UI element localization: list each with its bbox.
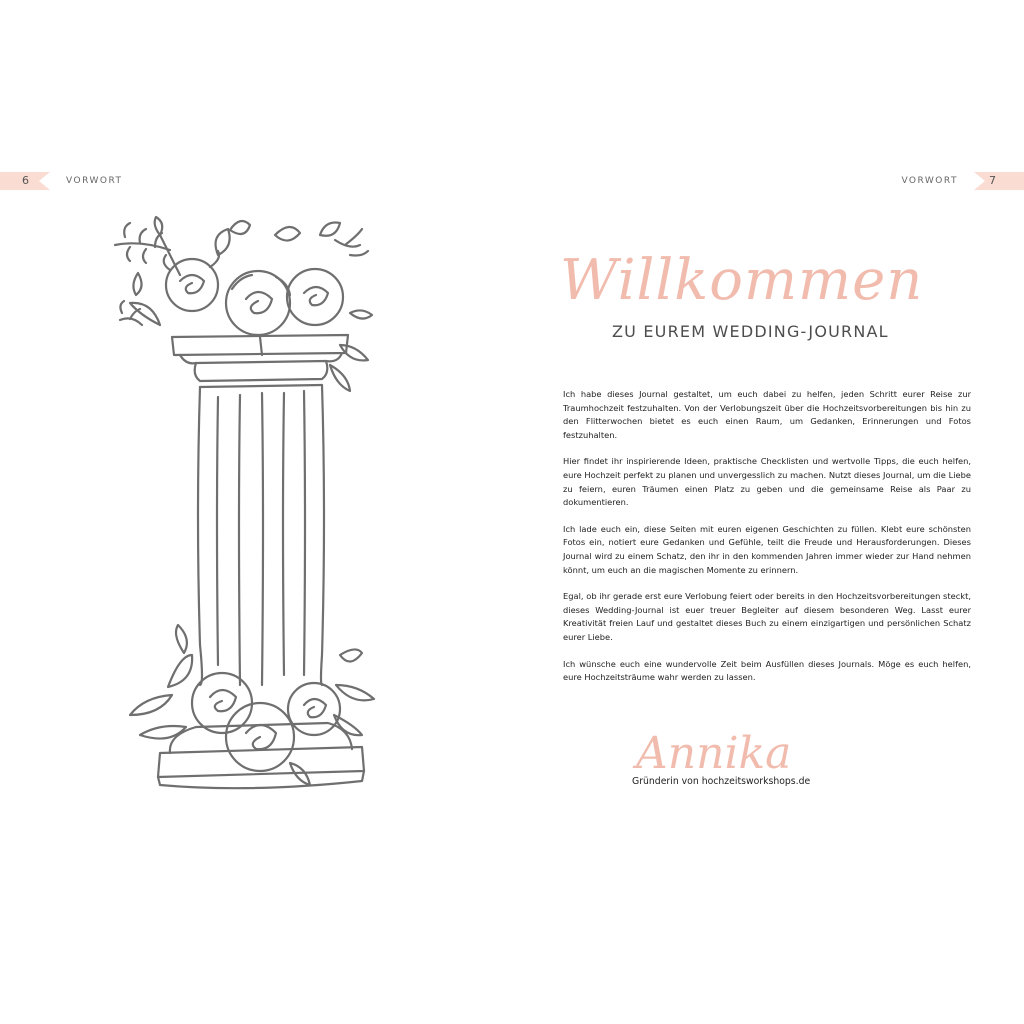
body-paragraph: Egal, ob ihr gerade erst eure Verlobung feiert oder bereits in den Hochzeitsvorbereitungen steckt, dieses Wedding-Journal ist euer treuer Begleiter auf diesem besonderen Weg. Lasst eurer Kreativität freien Lauf und gestaltet dieses Buch zu einem einzigartigen und persönlichen Schatz eurer Liebe. xyxy=(563,591,971,642)
body-paragraph: Ich lade euch ein, diese Seiten mit euren eigenen Geschichten zu füllen. Klebt eure schönsten Fotos ein, notiert eure Gedanken und Gefühle, teilt die Freude und Herausforderungen. Dieses Journal wird zu einem Schatz, den ihr in den kommenden Jahren immer wieder zur Hand nehmen könnt, um euch an die magischen Momente zu erinnern. xyxy=(563,523,971,575)
welcome-script-heading: Willkommen xyxy=(560,248,924,313)
foreword-body xyxy=(563,388,971,698)
page-number-right: 7 xyxy=(989,174,996,187)
page-number-tab-right xyxy=(974,172,1024,190)
column-with-flowers-illustration xyxy=(100,215,400,825)
signature-name: Annika xyxy=(636,728,792,779)
running-title-right: VORWORT xyxy=(901,176,958,186)
page-number-left: 6 xyxy=(22,174,29,187)
body-paragraph: Ich wünsche euch eine wundervolle Zeit beim Ausfüllen dieses Journals. Möge es euch helfen, eure Hochzeitsträume wahr werden zu lassen. xyxy=(563,658,971,683)
body-paragraph: Ich habe dieses Journal gestaltet, um euch dabei zu helfen, jeden Schritt eurer Reise zur Traumhochzeit festzuhalten. Von der Verlobungszeit über die Hochzeitsvorbereitungen bis hin zu den Flitterwochen bietet es euch einen Raum, um Gedanken, Erinnerungen und Fotos festzuhalten. xyxy=(563,389,971,440)
signature-role: Gründerin von hochzeitsworkshops.de xyxy=(632,776,811,787)
body-paragraph: Hier findet ihr inspirierende Ideen, praktische Checklisten und wertvolle Tipps, die euch helfen, eure Hochzeit perfekt zu planen und unvergesslich zu machen. Nutzt dieses Journal, um die Liebe zu feiern, euren Träumen einen Platz zu geben und die gemeinsame Reise als Paar zu dokumentieren. xyxy=(563,456,971,508)
running-title-left: VORWORT xyxy=(66,176,123,186)
welcome-subtitle: ZU EUREM WEDDING-JOURNAL xyxy=(612,322,889,341)
